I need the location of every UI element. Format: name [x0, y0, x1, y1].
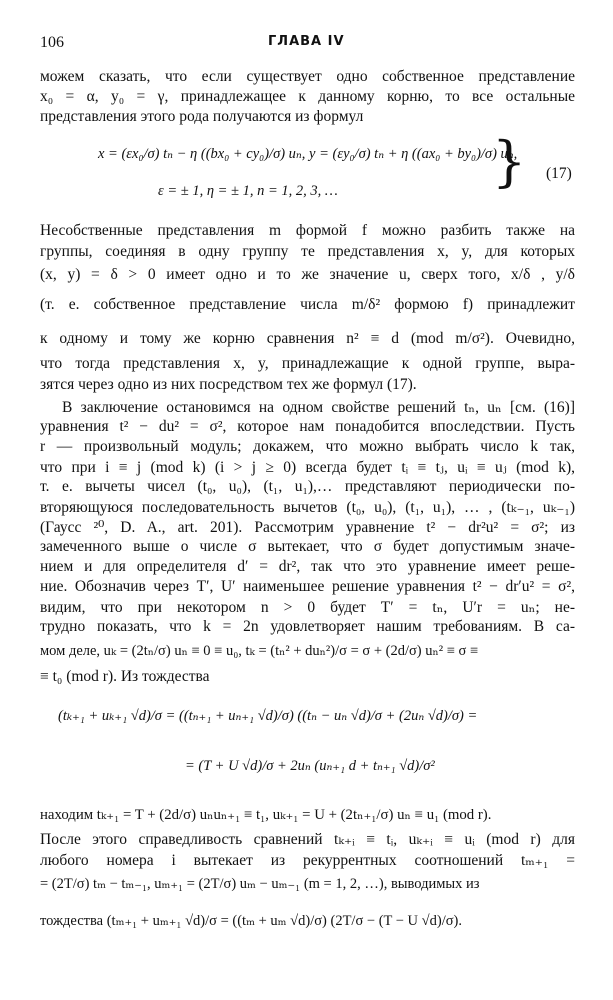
text-line: представления этого рода получаются из формул	[40, 108, 364, 125]
text-line: Несобственные представления m формой f можно разбить также на	[40, 222, 575, 239]
text-line: ≡ t₀ (mod r). Из тождества	[40, 668, 210, 685]
text-line: r — произвольный модуль; докажем, что можно выбрать число k так,	[40, 438, 575, 455]
text-line: тождества (tₘ₊₁ + uₘ₊₁ √d)/σ = ((tₘ + uₘ √d)/σ) (2T/σ − (T − U √d)/σ).	[40, 913, 462, 929]
text-line: т. е. вычеты чисел (t₀, u₀), (t₁, u₁),… представляют периодически по-	[40, 478, 575, 495]
text-line: можем сказать, что если существует одно собственное представление	[40, 68, 575, 85]
identity-line2: = (T + U √d)/σ + 2uₙ (uₙ₊₁ d + tₙ₊₁ √d)/σ²	[185, 758, 435, 774]
text-line: = (2T/σ) tₘ − tₘ₋₁, uₘ₊₁ = (2T/σ) uₘ − uₘ₋₁ (m = 1, 2, …), выводимых из	[40, 876, 480, 892]
text-line: замеченного выше о числе σ вытекает, что σ будет допустимым значе-	[40, 538, 575, 555]
text-line: (Гаусс ²⁰, D. A., art. 201). Рассмотрим уравнение t² − dr²u² = σ²; из	[40, 519, 575, 536]
text-line: находим tₖ₊₁ = T + (2d/σ) uₙuₙ₊₁ ≡ t₁, uₖ₊₁ = U + (2tₙ₊₁/σ) uₙ ≡ u₁ (mod r).	[40, 807, 492, 823]
text-line: (x, y) = δ > 0 имеет одно и то же значение u, сверх того, x/δ , y/δ	[40, 266, 575, 283]
page-number: 106	[40, 34, 64, 51]
chapter-title: ГЛАВА IV	[268, 34, 345, 49]
text-line: что тогда представления x, y, принадлежащие к одной группе, выра-	[40, 355, 575, 372]
text-line: к одному и тому же корню сравнения n² ≡ d (mod m/σ²). Очевидно,	[40, 330, 575, 347]
identity-line1: (tₖ₊₁ + uₖ₊₁ √d)/σ = ((tₙ₊₁ + uₙ₊₁ √d)/σ) ((tₙ − uₙ √d)/σ + (2uₙ √d)/σ) =	[58, 708, 478, 724]
formula-17-line1: x = (εx₀/σ) tₙ − η ((bx₀ + cy₀)/σ) uₙ, y = (εy₀/σ) tₙ + η ((ax₀ + by₀)/σ) uₙ,	[98, 146, 518, 162]
text-line: зятся через одно из них посредством тех же формул (17).	[40, 376, 417, 393]
text-line: После этого справедливость сравнений tₖ₊ᵢ ≡ tᵢ, uₖ₊ᵢ ≡ uᵢ (mod r) для	[40, 831, 575, 848]
text-line: ние. Обозначив через T′, U′ наименьшее решение уравнения t² − dr′u² = σ²,	[40, 578, 575, 595]
text-line: вторяющуюся последовательность вычетов (t₀, u₀), (t₁, u₁), … , (tₖ₋₁, uₖ₋₁)	[40, 499, 575, 516]
text-line: трудно показать, что k = 2n удовлетворяет нашим требованиям. В са-	[40, 618, 575, 635]
text-line: x₀ = α, y₀ = γ, принадлежащее к данному корню, то все остальные	[40, 88, 575, 105]
text-line: видим, что при некотором n > 0 будет T′ = tₙ, U′r = uₙ; не-	[40, 599, 575, 616]
text-line: уравнения t² − du² = σ², которое нам понадобится впоследствии. Пусть	[40, 418, 575, 435]
text-line: (т. е. собственное представление числа m/δ² формою f) принадлежит	[40, 296, 575, 313]
equation-number: (17)	[546, 165, 572, 182]
text-line: что при i ≡ j (mod k) (i > j ≥ 0) всегда будет tᵢ ≡ tⱼ, uᵢ ≡ uⱼ (mod k),	[40, 459, 575, 476]
text-line: мом деле, uₖ = (2tₙ/σ) uₙ ≡ 0 ≡ u₀, tₖ = (tₙ² + duₙ²)/σ = σ + (2d/σ) uₙ² ≡ σ ≡	[40, 643, 479, 659]
text-line: группы, соединяя в одну группу те представления x, y, для которых	[40, 243, 575, 260]
text-line: нием и для определителя d′ = dr², так что это уравнение имеет реше-	[40, 558, 575, 575]
formula-brace: }	[492, 130, 527, 193]
formula-17-line2: ε = ± 1, η = ± 1, n = 1, 2, 3, …	[158, 183, 338, 199]
text-line: В заключение остановимся на одном свойстве решений tₙ, uₙ [см. (16)]	[62, 399, 575, 416]
text-line: любого номера i вытекает из рекуррентных соотношений tₘ₊₁ =	[40, 852, 575, 869]
